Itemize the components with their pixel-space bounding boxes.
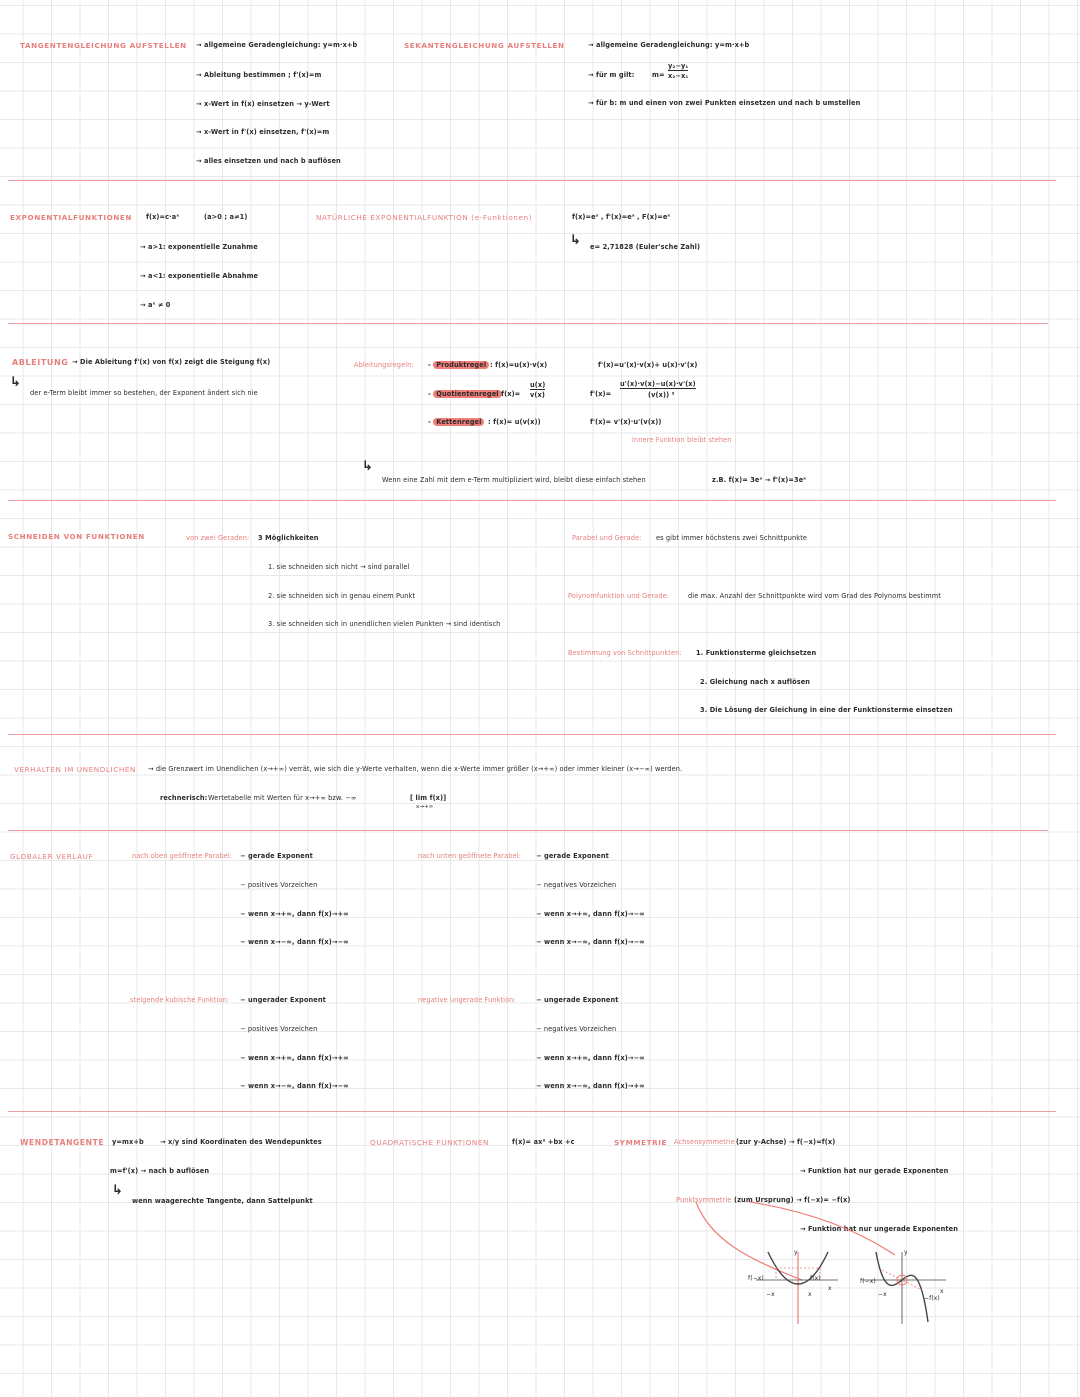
sketch-x-axis-label: x	[828, 1285, 832, 1292]
point-symmetry-note: → Funktion hat nur ungerade Exponenten	[800, 1225, 958, 1233]
tangent-step: → x-Wert in f(x) einsetzen → y-Wert	[196, 100, 330, 108]
quotient-num: u(x)	[530, 381, 546, 389]
divider	[8, 830, 1048, 831]
derivative-heading: ABLEITUNG	[12, 358, 69, 367]
return-arrow-icon: ↳	[10, 375, 21, 390]
secant-b-rule: → für b: m und einen von zwei Punkten einsetzen und nach b umstellen	[588, 99, 861, 107]
secant-m-formula: m=	[652, 71, 665, 79]
intersection-heading: SCHNEIDEN VON FUNKTIONEN	[8, 532, 145, 541]
group-sign: − negatives Vorzeichen	[536, 881, 617, 889]
derivative-example: z.B. f(x)= 3eˣ → f'(x)=3eˣ	[712, 476, 807, 484]
group-case: − wenn x→+∞, dann f(x)→+∞	[240, 1054, 349, 1062]
group-exponent: − ungerade Exponent	[536, 996, 619, 1004]
natural-exponential-heading: NATÜRLICHE EXPONENTIALFUNKTION (e-Funktionen)	[316, 213, 533, 222]
group-label: negative ungerade Funktion:	[418, 996, 516, 1004]
tangent-step: → x-Wert in f'(x) einsetzen, f'(x)=m	[196, 128, 330, 136]
quadratic-heading: QUADRATISCHE FUNKTIONEN	[370, 1138, 489, 1147]
steps-label: Bestimmung von Schnittpunkten:	[568, 649, 682, 657]
exponential-condition: (a>0 ; a≠1)	[204, 213, 248, 221]
global-heading: GLOBALER VERLAUF	[10, 852, 94, 861]
group-sign: − negatives Vorzeichen	[536, 1025, 617, 1033]
quotient-den: v(x)	[530, 391, 545, 399]
secant-general: → allgemeine Geradengleichung: y=m·x+b	[588, 41, 750, 49]
exponential-rule: → a>1: exponentielle Zunahme	[140, 243, 258, 251]
secant-denominator: x₂−x₁	[668, 72, 689, 80]
euler-number: e= 2,71828 (Euler'sche Zahl)	[590, 243, 701, 251]
tangent-heading: TANGENTENGLEICHUNG AUFSTELLEN	[20, 41, 187, 50]
derivative-note: der e-Term bleibt immer so bestehen, der Exponent ändert sich nie	[30, 389, 258, 397]
chain-formula: : f(x)= u(v(x))	[488, 418, 541, 426]
natural-exponential-formula: f(x)=eˣ , f'(x)=eˣ , F(x)=eˣ	[572, 213, 671, 221]
sketch-fx-label: f(x)	[810, 1275, 821, 1282]
lines-intro-count: 3 Möglichkeiten	[258, 534, 319, 542]
return-arrow-icon: ↳	[570, 233, 581, 248]
lines-intro: von zwei Geraden:	[186, 534, 250, 542]
sketch-mx-label: −x	[878, 1291, 887, 1298]
group-sign: − positives Vorzeichen	[240, 881, 318, 889]
intersection-step: 1. Funktionsterme gleichsetzen	[696, 649, 817, 657]
intersection-case: 1. sie schneiden sich nicht → sind parallel	[268, 563, 410, 571]
return-arrow-icon: ↳	[362, 459, 373, 474]
tangent-step: → allgemeine Geradengleichung: y=m·x+b	[196, 41, 358, 49]
derivative-definition: → Die Ableitung f'(x) von f(x) zeigt die Steigung f(x)	[72, 358, 271, 366]
sketch-mx-label: −x	[766, 1291, 775, 1298]
group-label: nach unten geöffnete Parabel:	[418, 852, 521, 860]
group-case: − wenn x→−∞, dann f(x)→−∞	[536, 938, 645, 946]
sketch-fmx-label: f(−x)	[748, 1275, 764, 1282]
quotient-result-den: (v(x)) ²	[648, 391, 675, 399]
sketch-y-label: y	[904, 1249, 908, 1256]
group-exponent: − gerade Exponent	[536, 852, 609, 860]
inflection-heading: WENDETANGENTE	[20, 1138, 105, 1147]
chain-rule-badge: Kettenregel	[433, 418, 484, 426]
quotient-formula: : f(x)=	[496, 390, 521, 398]
intersection-step: 2. Gleichung nach x auflösen	[700, 678, 811, 686]
quotient-result-label: f'(x)=	[590, 390, 612, 398]
sketch-x-tick-label: x	[808, 1291, 812, 1298]
group-case: − wenn x→−∞, dann f(x)→−∞	[240, 1082, 349, 1090]
secant-heading: SEKANTENGLEICHUNG AUFSTELLEN	[404, 41, 565, 50]
exponential-rule: → a<1: exponentielle Abnahme	[140, 272, 259, 280]
tangent-step: → Ableitung bestimmen ; f'(x)=m	[196, 71, 322, 79]
product-rule-badge: Produktregel	[433, 361, 489, 369]
rules-label: Ableitungsregeln:	[354, 361, 414, 369]
tangent-step: → alles einsetzen und nach b auflösen	[196, 157, 341, 165]
intersection-case: 2. sie schneiden sich in genau einem Punkt	[268, 592, 416, 600]
inflection-formula: y=mx+b	[112, 1138, 144, 1146]
limit-subscript: x→+∞	[416, 804, 434, 810]
e-term-note: Wenn eine Zahl mit dem e-Term multipliziert wird, bleibt diese einfach stehen	[382, 476, 646, 484]
limit-expression: [ lim f(x)]	[410, 794, 447, 802]
exponential-heading: EXPONENTIALFUNKTIONEN	[10, 213, 133, 222]
sketch-y-label: y	[794, 1249, 798, 1256]
symmetry-heading: SYMMETRIE	[614, 1138, 668, 1147]
axis-symmetry-label: Achsensymmetrie	[674, 1138, 735, 1146]
poly-label: Polynomfunktion und Gerade:	[568, 592, 670, 600]
sketch-mfx-label: −f(x)	[924, 1295, 940, 1302]
parabola-label: Parabel und Gerade:	[572, 534, 642, 542]
group-label: steigende kubische Funktion:	[130, 996, 230, 1004]
group-case: − wenn x→+∞, dann f(x)→−∞	[536, 910, 645, 918]
axis-symmetry-note: → Funktion hat nur gerade Exponenten	[800, 1167, 949, 1175]
chain-result: f'(x)= v'(x)·u'(v(x))	[590, 418, 662, 426]
exponential-rule: → aˣ ≠ 0	[140, 301, 171, 309]
divider	[8, 1111, 1056, 1112]
group-case: − wenn x→−∞, dann f(x)→+∞	[536, 1082, 645, 1090]
inner-function-note: Innere Funktion bleibt stehen	[632, 436, 732, 444]
point-symmetry-label: Punktsymmetrie	[676, 1196, 732, 1204]
infinity-text: → die Grenzwert im Unendlichen (x→+∞) verrät, wie sich die y-Werte verhalten, wenn die x-Werte immer größer (x→+∞) oder immer kleiner (x→−∞) werden.	[148, 765, 683, 773]
quadratic-formula: f(x)= ax² +bx +c	[512, 1138, 575, 1146]
group-sign: − positives Vorzeichen	[240, 1025, 318, 1033]
product-result: f'(x)=u'(x)·v(x)+ u(x)·v'(x)	[598, 361, 698, 369]
exponential-formula: f(x)=c·aˣ	[146, 213, 180, 221]
product-formula: : f(x)=u(x)·v(x)	[490, 361, 548, 369]
divider	[8, 323, 1048, 324]
quotient-result-num: u'(x)·v(x)−u(x)·v'(x)	[620, 380, 696, 388]
divider	[8, 500, 1056, 501]
inflection-m-line: m=f'(x) → nach b auflösen	[110, 1167, 210, 1175]
calc-label: rechnerisch:	[160, 794, 208, 802]
return-arrow-icon: ↳	[112, 1183, 123, 1198]
sketch-fmx-label: f(−x)	[860, 1278, 876, 1285]
group-case: − wenn x→+∞, dann f(x)→−∞	[536, 1054, 645, 1062]
divider	[8, 734, 1056, 735]
group-exponent: − gerade Exponent	[240, 852, 313, 860]
sketch-x-axis-label: x	[940, 1288, 944, 1295]
group-exponent: − ungerader Exponent	[240, 996, 326, 1004]
secant-m-label: → für m gilt:	[588, 71, 635, 79]
divider	[8, 180, 1056, 181]
axis-symmetry-rule: (zur y-Achse) → f(−x)=f(x)	[736, 1138, 836, 1146]
group-case: − wenn x→−∞, dann f(x)→−∞	[240, 938, 349, 946]
intersection-step: 3. Die Lösung der Gleichung in eine der Funktionsterme einsetzen	[700, 706, 953, 714]
point-symmetry-rule: (zum Ursprung) → f(−x)= −f(x)	[734, 1196, 851, 1204]
poly-text: die max. Anzahl der Schnittpunkte wird vom Grad des Polynoms bestimmt	[688, 592, 941, 600]
secant-numerator: y₂−y₁	[668, 62, 689, 70]
inflection-text: → x/y sind Koordinaten des Wendepunktes	[160, 1138, 322, 1146]
group-case: − wenn x→+∞, dann f(x)→+∞	[240, 910, 349, 918]
inflection-note: wenn waagerechte Tangente, dann Sattelpunkt	[132, 1197, 313, 1205]
group-label: nach oben geöffnete Parabel:	[132, 852, 233, 860]
calc-text: Wertetabelle mit Werten für x→+∞ bzw. −∞	[208, 794, 357, 802]
quotient-rule-badge: Quotientenregel	[433, 390, 501, 398]
intersection-case: 3. sie schneiden sich in unendlichen vielen Punkten → sind identisch	[268, 620, 501, 628]
infinity-heading: VERHALTEN IM UNENDLICHEN	[14, 765, 136, 774]
parabola-text: es gibt immer höchstens zwei Schnittpunkte	[656, 534, 808, 542]
cubic-graph-icon	[858, 1246, 950, 1326]
